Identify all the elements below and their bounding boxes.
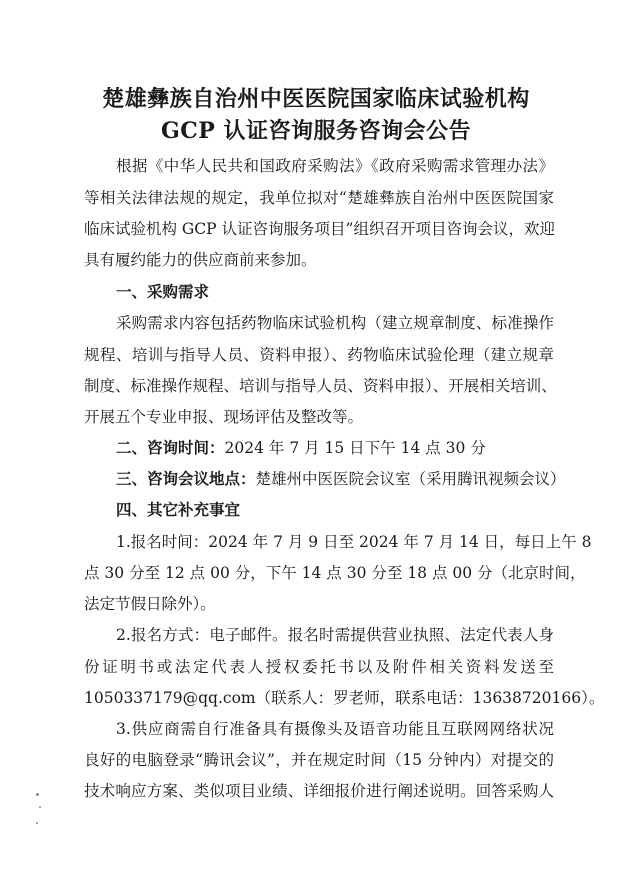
section4-heading: 四、其它补充事宜 bbox=[116, 500, 241, 519]
section1-line1: 采购需求内容包括药物临床试验机构（建立规章制度、标准操作 bbox=[116, 314, 554, 332]
item3-line2: 良好的电脑登录“腾讯会议”，并在规定时间（15 分钟内）对提交的 bbox=[84, 751, 554, 769]
section3-row bbox=[116, 469, 566, 489]
section2-row bbox=[116, 438, 486, 458]
item3-line1: 3.供应商需自行准备具有摄像头及语音功能且互联网网络状况 bbox=[116, 720, 554, 738]
document-title-line1: 楚雄彝族自治州中医医院国家临床试验机构 bbox=[102, 86, 530, 112]
section1-line4: 开展五个专业申报、现场评估及整改等。 bbox=[84, 408, 364, 426]
item1-line2: 点 30 分至 12 点 00 分，下午 14 点 30 分至 18 点 00 分（北京时间， bbox=[84, 564, 586, 582]
scan-speck bbox=[39, 806, 41, 808]
item1-line1: 1.报名时间：2024 年 7 月 9 日至 2024 年 7 月 14 日，每日上午 8 bbox=[116, 533, 592, 551]
section2-value: 2024 年 7 月 15 日下午 14 点 30 分 bbox=[224, 439, 486, 457]
document-title-line2: GCP 认证咨询服务咨询会公告 bbox=[160, 118, 471, 144]
item3-line3: 技术响应方案、类似项目业绩、详细报价进行阐述说明。回答采购人 bbox=[84, 782, 554, 800]
intro-line2: 等相关法律法规的规定，我单位拟对“楚雄彝族自治州中医医院国家 bbox=[84, 189, 554, 207]
section1-line2: 规程、培训与指导人员、资料申报）、药物临床试验伦理（建立规章 bbox=[84, 346, 554, 364]
item1-line3: 法定节假日除外）。 bbox=[84, 595, 216, 613]
section3-value: 楚雄州中医医院会议室（采用腾讯视频会议） bbox=[255, 470, 566, 488]
section3-label: 三、咨询会议地点： bbox=[116, 469, 256, 488]
scan-speck bbox=[36, 793, 39, 796]
section1-heading: 一、采购需求 bbox=[116, 282, 210, 301]
intro-line3: 临床试验机构 GCP 认证咨询服务项目”组织召开项目咨询会议，欢迎 bbox=[84, 220, 555, 238]
item2-line3: 1050337179@qq.com（联系人：罗老师，联系电话：13638720166）。 bbox=[84, 689, 605, 707]
item2-line1: 2.报名方式：电子邮件。报名时需提供营业执照、法定代表人身 bbox=[116, 626, 554, 644]
item2-line2: 份证明书或法定代表人授权委托书以及附件相关资料发送至 bbox=[84, 658, 554, 676]
section1-line3: 制度、标准操作规程、培训与指导人员、资料申报）、开展相关培训、 bbox=[84, 377, 557, 395]
intro-line1: 根据《中华人民共和国政府采购法》《政府采购需求管理办法》 bbox=[116, 157, 554, 175]
intro-line4: 具有履约能力的供应商前来参加。 bbox=[84, 251, 317, 269]
scan-speck bbox=[36, 822, 38, 824]
section2-label: 二、咨询时间： bbox=[116, 438, 225, 457]
